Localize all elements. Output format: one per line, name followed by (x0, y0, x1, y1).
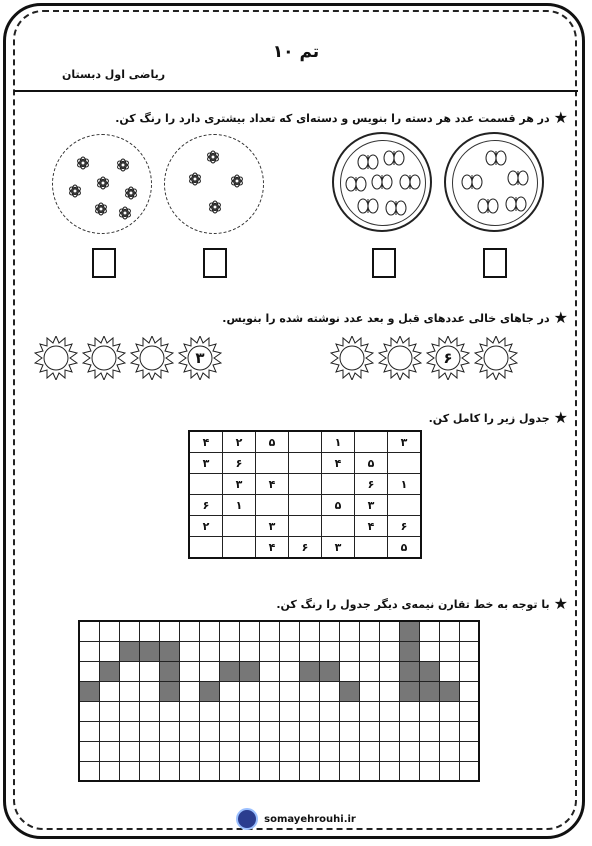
grid-cell-filled[interactable] (399, 621, 419, 641)
footer (0, 808, 592, 830)
sudoku-cell[interactable]: ۱ (223, 495, 256, 516)
grid-cell[interactable] (139, 701, 159, 721)
grid-cell[interactable] (79, 721, 99, 741)
grid-cell[interactable] (359, 621, 379, 641)
grid-cell[interactable] (299, 641, 319, 661)
grid-cell[interactable] (219, 621, 239, 641)
grid-cell[interactable] (259, 701, 279, 721)
grid-cell[interactable] (439, 621, 459, 641)
sudoku-cell[interactable]: ۳ (223, 474, 256, 495)
grid-cell-filled[interactable] (159, 661, 179, 681)
grid-cell[interactable] (279, 661, 299, 681)
sun-icon (330, 336, 374, 380)
butterfly-group-2 (444, 132, 544, 232)
sudoku-cell[interactable]: ۵ (256, 431, 289, 453)
grid-cell[interactable] (379, 621, 399, 641)
instruction-1-text: در هر قسمت عدد هر دسته را بنویس و دسته‌ای که تعداد بیشتری دارد را رنگ کن. (115, 111, 550, 125)
grid-cell[interactable] (159, 761, 179, 781)
grid-cell[interactable] (259, 721, 279, 741)
sudoku-cell[interactable]: ۴ (256, 474, 289, 495)
sudoku-cell[interactable]: ۳ (355, 495, 388, 516)
grid-cell-filled[interactable] (99, 661, 119, 681)
grid-cell[interactable] (419, 701, 439, 721)
grid-cell[interactable] (139, 661, 159, 681)
grid-cell[interactable] (239, 701, 259, 721)
grid-cell[interactable] (359, 741, 379, 761)
grid-cell[interactable] (99, 681, 119, 701)
grid-cell[interactable] (379, 741, 399, 761)
grid-cell[interactable] (79, 661, 99, 681)
grid-cell[interactable] (239, 721, 259, 741)
flower-group-2 (164, 134, 264, 234)
grid-cell-filled[interactable] (219, 661, 239, 681)
sudoku-cell[interactable] (355, 431, 388, 453)
sudoku-cell[interactable] (322, 474, 355, 495)
sudoku-cell[interactable]: ۳ (322, 537, 355, 559)
grid-cell-filled[interactable] (439, 681, 459, 701)
grid-cell[interactable] (419, 721, 439, 741)
instruction-2 (222, 310, 568, 326)
grid-cell[interactable] (179, 761, 199, 781)
grid-cell[interactable] (239, 741, 259, 761)
table-row (189, 453, 421, 474)
grid-cell[interactable] (239, 681, 259, 701)
sudoku-cell[interactable] (289, 495, 322, 516)
grid-cell-filled[interactable] (319, 661, 339, 681)
grid-cell[interactable] (459, 721, 479, 741)
grid-cell[interactable] (239, 621, 259, 641)
sudoku-cell[interactable]: ۵ (388, 537, 422, 559)
table-row (79, 761, 479, 781)
grid-cell[interactable] (459, 701, 479, 721)
grid-cell[interactable] (219, 641, 239, 661)
grid-cell[interactable] (339, 661, 359, 681)
table-row (79, 681, 479, 701)
grid-cell[interactable] (359, 681, 379, 701)
table-row (79, 661, 479, 681)
sun-number-label: ۶ (443, 349, 453, 367)
grid-cell[interactable] (459, 621, 479, 641)
grid-cell[interactable] (219, 761, 239, 781)
grid-cell[interactable] (319, 641, 339, 661)
grid-cell[interactable] (79, 641, 99, 661)
sun-blank[interactable] (474, 336, 518, 380)
grid-cell[interactable] (379, 641, 399, 661)
sun-blank[interactable] (34, 336, 78, 380)
star-icon: ★ (553, 408, 568, 427)
grid-cell-filled[interactable] (139, 641, 159, 661)
grid-cell[interactable] (119, 661, 139, 681)
sudoku-cell[interactable]: ۶ (289, 537, 322, 559)
grid-cell-filled[interactable] (239, 661, 259, 681)
table-row (189, 537, 421, 559)
grid-cell[interactable] (99, 741, 119, 761)
grid-cell[interactable] (199, 621, 219, 641)
grid-cell[interactable] (199, 761, 219, 781)
sun-icon (34, 336, 78, 380)
instruction-3 (429, 410, 568, 426)
sudoku-cell[interactable] (289, 516, 322, 537)
grid-cell[interactable] (239, 641, 259, 661)
grid-cell[interactable] (159, 621, 179, 641)
grid-cell[interactable] (419, 641, 439, 661)
grid-cell[interactable] (339, 761, 359, 781)
instruction-4-text: با توجه به خط تقارن نیمه‌ی دیگر جدول را رنگ کن. (276, 597, 550, 611)
grid-cell-filled[interactable] (199, 681, 219, 701)
grid-cell[interactable] (279, 761, 299, 781)
sudoku-cell[interactable] (189, 474, 223, 495)
sudoku-cell[interactable]: ۶ (189, 495, 223, 516)
grid-cell[interactable] (179, 721, 199, 741)
grid-cell[interactable] (199, 701, 219, 721)
instruction-4 (276, 596, 568, 612)
grid-cell[interactable] (99, 701, 119, 721)
sudoku-cell[interactable]: ۶ (388, 516, 422, 537)
grid-cell[interactable] (259, 661, 279, 681)
flower-group-1 (52, 134, 152, 234)
grid-cell[interactable] (139, 621, 159, 641)
grid-cell[interactable] (219, 681, 239, 701)
grid-cell[interactable] (319, 721, 339, 741)
grid-cell[interactable] (139, 681, 159, 701)
table-row (79, 701, 479, 721)
sudoku-cell[interactable]: ۳ (256, 516, 289, 537)
grid-cell[interactable] (339, 741, 359, 761)
sudoku-cell[interactable]: ۴ (189, 431, 223, 453)
instruction-2-text: در جاهای خالی عددهای قبل و بعد عدد نوشته شده را بنویس. (222, 311, 550, 325)
grid-cell-filled[interactable] (399, 681, 419, 701)
sudoku-cell[interactable] (355, 537, 388, 559)
sudoku-cell[interactable] (322, 516, 355, 537)
sudoku-cell[interactable] (256, 495, 289, 516)
grid-cell[interactable] (399, 721, 419, 741)
star-icon: ★ (553, 308, 568, 327)
page-title: تم ۱۰ (272, 42, 320, 62)
sudoku-cell[interactable] (256, 453, 289, 474)
grid-cell[interactable] (99, 761, 119, 781)
grid-cell[interactable] (79, 761, 99, 781)
grid-cell-filled[interactable] (79, 681, 99, 701)
grid-cell[interactable] (439, 641, 459, 661)
instruction-1 (115, 110, 568, 126)
table-row (79, 721, 479, 741)
sudoku-cell[interactable] (289, 431, 322, 453)
grid-cell[interactable] (399, 701, 419, 721)
sudoku-cell[interactable]: ۳ (388, 431, 422, 453)
butterfly-icon (334, 134, 434, 234)
grid-cell[interactable] (219, 741, 239, 761)
grid-cell[interactable] (79, 701, 99, 721)
grid-cell[interactable] (79, 621, 99, 641)
grid-cell[interactable] (119, 681, 139, 701)
grid-cell[interactable] (279, 701, 299, 721)
grid-cell[interactable] (199, 661, 219, 681)
answer-box-4[interactable] (483, 248, 507, 278)
grid-cell[interactable] (79, 741, 99, 761)
grid-cell[interactable] (319, 621, 339, 641)
grid-cell[interactable] (119, 721, 139, 741)
grid-cell[interactable] (219, 701, 239, 721)
grid-cell[interactable] (179, 661, 199, 681)
grid-cell[interactable] (379, 701, 399, 721)
sudoku-cell[interactable]: ۵ (322, 495, 355, 516)
grid-cell[interactable] (379, 681, 399, 701)
sun-icon (82, 336, 126, 380)
grid-cell[interactable] (159, 721, 179, 741)
grid-cell[interactable] (459, 661, 479, 681)
grid-cell[interactable] (279, 721, 299, 741)
grid-cell[interactable] (439, 741, 459, 761)
grid-cell[interactable] (259, 741, 279, 761)
grid-cell[interactable] (379, 661, 399, 681)
table-row (79, 641, 479, 661)
grid-cell-filled[interactable] (419, 661, 439, 681)
grid-cell[interactable] (459, 741, 479, 761)
grid-cell[interactable] (199, 741, 219, 761)
grid-cell[interactable] (379, 761, 399, 781)
sudoku-cell[interactable]: ۲ (223, 431, 256, 453)
grid-cell[interactable] (179, 641, 199, 661)
grid-cell[interactable] (299, 681, 319, 701)
sun-blank[interactable] (82, 336, 126, 380)
grid-cell[interactable] (99, 621, 119, 641)
grid-cell[interactable] (439, 761, 459, 781)
instruction-3-text: جدول زیر را کامل کن. (428, 411, 550, 425)
sudoku-cell[interactable] (223, 537, 256, 559)
sun-icon (130, 336, 174, 380)
grid-cell[interactable] (99, 721, 119, 741)
logo-icon (236, 808, 258, 830)
table-row (189, 516, 421, 537)
flower-icon (165, 135, 265, 235)
grid-cell-filled[interactable] (299, 661, 319, 681)
answer-box-2[interactable] (203, 248, 227, 278)
grid-cell[interactable] (99, 641, 119, 661)
grid-cell[interactable] (439, 661, 459, 681)
grid-cell[interactable] (359, 661, 379, 681)
grid-cell[interactable] (279, 621, 299, 641)
grid-cell[interactable] (119, 761, 139, 781)
grid-cell[interactable] (259, 761, 279, 781)
grid-cell[interactable] (439, 721, 459, 741)
butterfly-icon (446, 134, 546, 234)
grid-cell[interactable] (139, 721, 159, 741)
grid-cell[interactable] (339, 721, 359, 741)
grid-cell-filled[interactable] (419, 681, 439, 701)
grid-cell[interactable] (359, 761, 379, 781)
symmetry-grid (78, 620, 480, 782)
grid-cell-filled[interactable] (399, 661, 419, 681)
grid-cell[interactable] (459, 681, 479, 701)
grid-cell[interactable] (299, 701, 319, 721)
sudoku-cell[interactable]: ۲ (189, 516, 223, 537)
table-row (189, 474, 421, 495)
grid-cell[interactable] (159, 741, 179, 761)
sudoku-cell[interactable] (388, 495, 422, 516)
sudoku-cell[interactable]: ۶ (355, 474, 388, 495)
sun-blank[interactable] (378, 336, 422, 380)
table-row (189, 495, 421, 516)
sudoku-cell[interactable]: ۴ (322, 453, 355, 474)
flower-icon (53, 135, 153, 235)
grid-cell[interactable] (399, 761, 419, 781)
grid-cell[interactable] (419, 621, 439, 641)
sudoku-cell[interactable]: ۴ (256, 537, 289, 559)
sudoku-cell[interactable]: ۱ (322, 431, 355, 453)
sun-number (178, 336, 222, 380)
grid-cell[interactable] (119, 741, 139, 761)
grid-cell-filled[interactable] (399, 641, 419, 661)
grid-cell[interactable] (119, 621, 139, 641)
answer-box-1[interactable] (92, 248, 116, 278)
sudoku-cell[interactable] (388, 453, 422, 474)
grid-cell[interactable] (299, 761, 319, 781)
sun-blank[interactable] (330, 336, 374, 380)
grid-cell[interactable] (159, 701, 179, 721)
sudoku-cell[interactable]: ۶ (223, 453, 256, 474)
sudoku-cell[interactable]: ۴ (355, 516, 388, 537)
grid-cell[interactable] (379, 721, 399, 741)
sun-icon (474, 336, 518, 380)
page-subtitle: ریاضی اول دبستان (62, 68, 166, 81)
sudoku-cell[interactable] (223, 516, 256, 537)
grid-cell[interactable] (359, 721, 379, 741)
star-icon: ★ (553, 108, 568, 127)
answer-box-3[interactable] (372, 248, 396, 278)
grid-cell[interactable] (179, 621, 199, 641)
grid-cell[interactable] (339, 641, 359, 661)
sudoku-cell[interactable]: ۳ (189, 453, 223, 474)
footer-site[interactable]: somayehrouhi.ir (264, 813, 356, 825)
sudoku-cell[interactable] (189, 537, 223, 559)
grid-cell[interactable] (359, 641, 379, 661)
grid-cell[interactable] (319, 701, 339, 721)
grid-cell[interactable] (279, 681, 299, 701)
grid-cell[interactable] (459, 641, 479, 661)
grid-cell[interactable] (339, 701, 359, 721)
grid-cell[interactable] (299, 741, 319, 761)
grid-cell[interactable] (399, 741, 419, 761)
sudoku-cell[interactable]: ۱ (388, 474, 422, 495)
grid-cell[interactable] (279, 741, 299, 761)
grid-cell-filled[interactable] (159, 681, 179, 701)
grid-cell[interactable] (299, 721, 319, 741)
grid-cell[interactable] (319, 681, 339, 701)
grid-cell[interactable] (419, 741, 439, 761)
grid-cell-filled[interactable] (119, 641, 139, 661)
grid-cell[interactable] (119, 701, 139, 721)
grid-cell[interactable] (139, 761, 159, 781)
sun-number (426, 336, 470, 380)
star-icon: ★ (553, 594, 568, 613)
grid-cell[interactable] (139, 741, 159, 761)
grid-cell[interactable] (259, 621, 279, 641)
grid-cell[interactable] (319, 761, 339, 781)
grid-cell[interactable] (199, 641, 219, 661)
sudoku-cell[interactable] (289, 474, 322, 495)
grid-cell-filled[interactable] (159, 641, 179, 661)
sudoku-table (188, 430, 422, 559)
grid-cell[interactable] (359, 701, 379, 721)
sudoku-cell[interactable] (289, 453, 322, 474)
grid-cell-filled[interactable] (339, 681, 359, 701)
sun-icon (378, 336, 422, 380)
butterfly-group-1 (332, 132, 432, 232)
grid-cell[interactable] (259, 641, 279, 661)
sun-number-label: ۳ (195, 349, 205, 367)
grid-cell[interactable] (279, 641, 299, 661)
grid-cell[interactable] (419, 761, 439, 781)
grid-cell[interactable] (199, 721, 219, 741)
header-divider (14, 90, 578, 92)
grid-cell[interactable] (219, 721, 239, 741)
sudoku-cell[interactable]: ۵ (355, 453, 388, 474)
grid-cell[interactable] (319, 741, 339, 761)
grid-cell[interactable] (339, 621, 359, 641)
grid-cell[interactable] (259, 681, 279, 701)
sun-blank[interactable] (130, 336, 174, 380)
table-row (189, 431, 421, 453)
grid-cell[interactable] (179, 681, 199, 701)
table-row (79, 741, 479, 761)
grid-cell[interactable] (459, 761, 479, 781)
grid-cell[interactable] (179, 741, 199, 761)
grid-cell[interactable] (439, 701, 459, 721)
grid-cell[interactable] (239, 761, 259, 781)
grid-cell[interactable] (179, 701, 199, 721)
grid-cell[interactable] (299, 621, 319, 641)
table-row (79, 621, 479, 641)
